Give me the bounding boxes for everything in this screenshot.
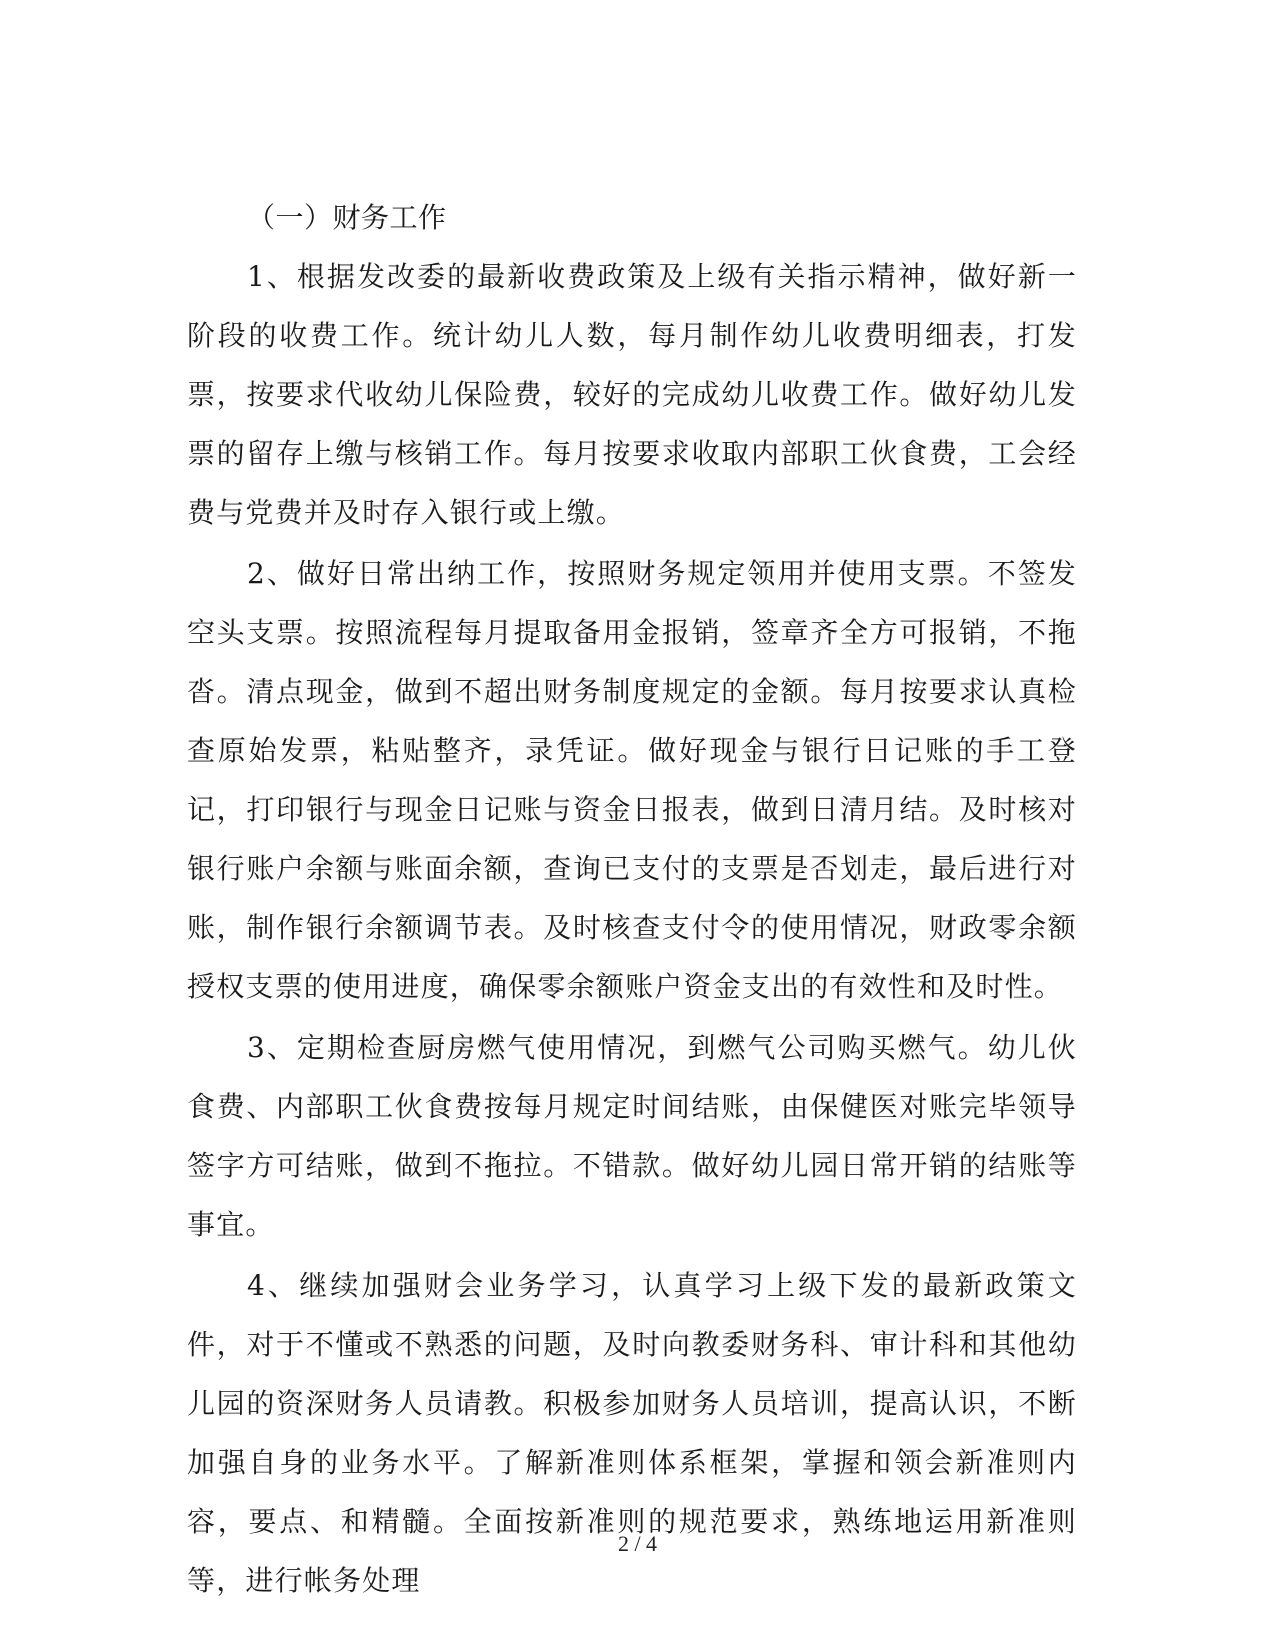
paragraph-1: 1、根据发改委的最新收费政策及上级有关指示精神，做好新一阶段的收费工作。统计幼儿人数，每月制作幼儿收费明细表，打发票，按要求代收幼儿保险费，较好的完成幼儿收费工作。做好幼儿发票的留存上缴与核销工作。每月按要求收取内部职工伙食费，工会经费与党费并及时存入银行或上缴。: [187, 260, 1077, 529]
paragraph-4: 4、继续加强财会业务学习，认真学习上级下发的最新政策文件，对于不懂或不熟悉的问题，及时向教委财务科、审计科和其他幼儿园的资深财务人员请教。积极参加财务人员培训，提高认识，不断加强自身的业务水平。了解新准则体系框架，掌握和领会新准则内容，要点、和精髓。全面按新准则的规范要求，熟练地运用新准则等，进行帐务处理: [187, 1269, 1077, 1597]
document-body: [187, 188, 1077, 1612]
paragraph-3: 3、定期检查厨房燃气使用情况，到燃气公司购买燃气。幼儿伙食费、内部职工伙食费按每月规定时间结账，由保健医对账完毕领导签字方可结账，做到不拖拉。不错款。做好幼儿园日常开销的结账等事宜。: [187, 1031, 1077, 1241]
paragraph-2: 2、做好日常出纳工作，按照财务规定领用并使用支票。不签发空头支票。按照流程每月提取备用金报销，签章齐全方可报销，不拖沓。清点现金，做到不超出财务制度规定的金额。每月按要求认真检查原始发票，粘贴整齐，录凭证。做好现金与银行日记账的手工登记，打印银行与现金日记账与资金日报表，做到日清月结。及时核对银行账户余额与账面余额，查询已支付的支票是否划走，最后进行对账，制作银行余额调节表。及时核查支付令的使用情况，财政零余额授权支票的使用进度，确保零余额账户资金支出的有效性和及时性。: [187, 557, 1077, 1003]
section-heading: （一）财务工作: [247, 201, 447, 234]
page-number: 2 / 4: [617, 1531, 658, 1556]
